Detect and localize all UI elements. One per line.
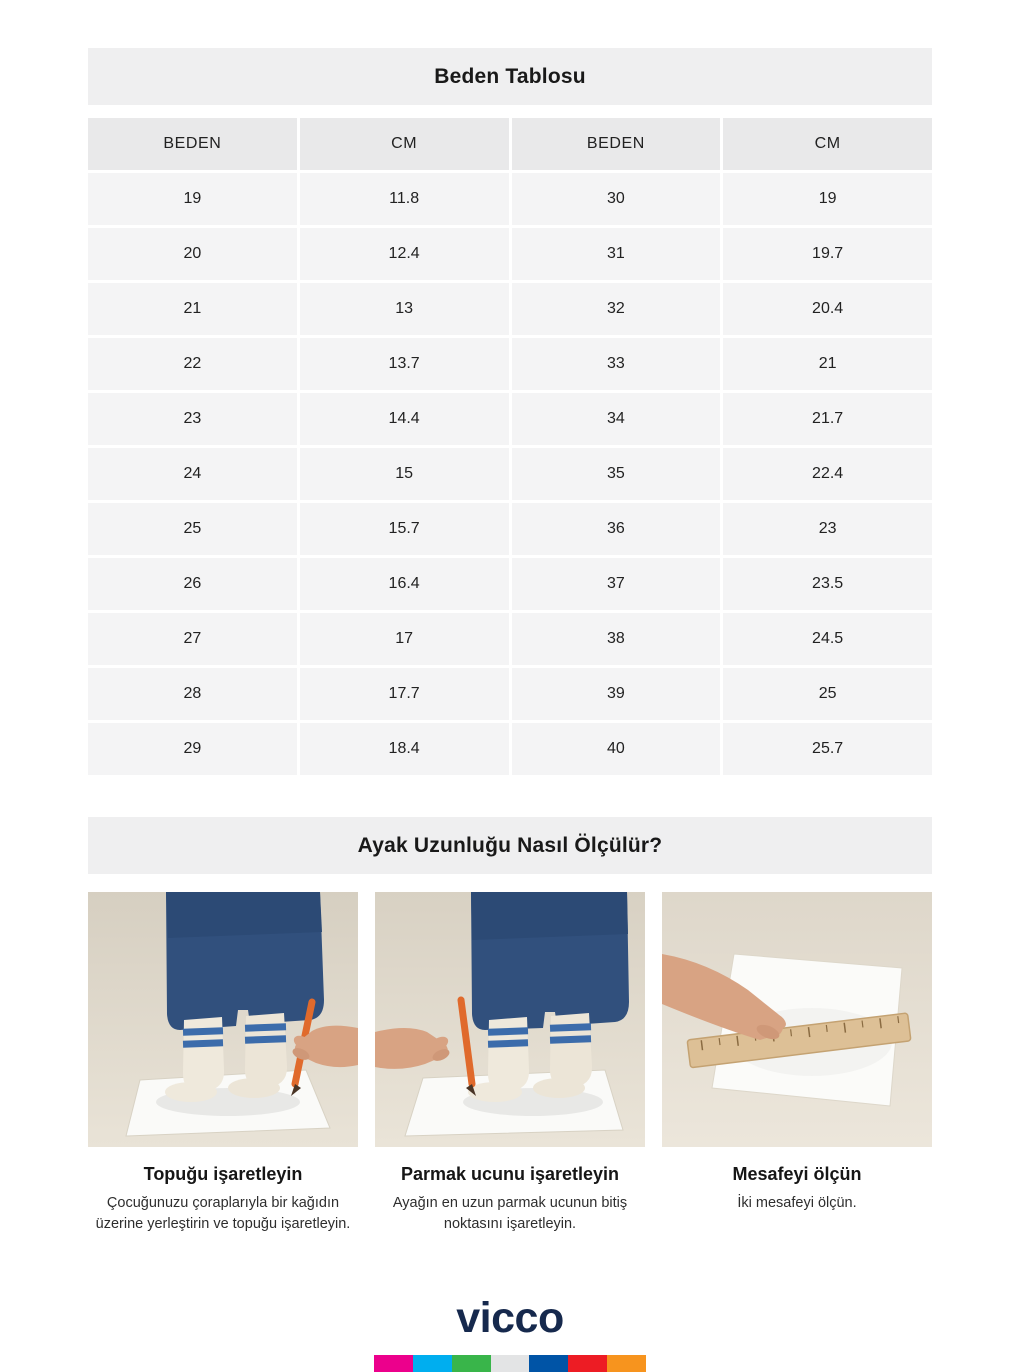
table-cell: 19 bbox=[723, 173, 932, 225]
table-cell: 34 bbox=[512, 393, 721, 445]
size-table-header-cell: CM bbox=[723, 118, 932, 170]
table-cell: 13.7 bbox=[300, 338, 509, 390]
table-cell: 22 bbox=[88, 338, 297, 390]
step-toe-title: Parmak ucunu işaretleyin bbox=[400, 1164, 620, 1184]
size-table-header-row bbox=[88, 118, 932, 170]
table-row bbox=[88, 668, 932, 720]
measure-title: Ayak Uzunluğu Nasıl Ölçülür? bbox=[357, 833, 663, 857]
stripe-segment bbox=[413, 1355, 452, 1372]
table-cell: 35 bbox=[512, 448, 721, 500]
stripe-segment bbox=[374, 1355, 413, 1372]
table-cell: 38 bbox=[512, 613, 721, 665]
table-cell: 39 bbox=[512, 668, 721, 720]
measure-step-heel bbox=[88, 892, 358, 1235]
table-cell: 40 bbox=[512, 723, 721, 775]
size-table bbox=[88, 118, 932, 775]
table-cell: 23.5 bbox=[723, 558, 932, 610]
size-table-header-cell: BEDEN bbox=[512, 118, 721, 170]
table-row bbox=[88, 723, 932, 775]
stripe-segment bbox=[529, 1355, 568, 1372]
table-row bbox=[88, 338, 932, 390]
table-cell: 24 bbox=[88, 448, 297, 500]
table-cell: 11.8 bbox=[300, 173, 509, 225]
step-distance-title: Mesafeyi ölçün bbox=[732, 1164, 862, 1184]
table-cell: 29 bbox=[88, 723, 297, 775]
table-cell: 20 bbox=[88, 228, 297, 280]
table-cell: 19 bbox=[88, 173, 297, 225]
table-row bbox=[88, 393, 932, 445]
stripe-segment bbox=[607, 1355, 646, 1372]
size-table-body bbox=[88, 173, 932, 775]
table-cell: 26 bbox=[88, 558, 297, 610]
measure-step-distance bbox=[662, 892, 932, 1235]
step-heel-description: Çocuğunuzu çoraplarıyla bir kağıdın üzerine yerleştirin ve topuğu işaretleyin. bbox=[95, 1195, 351, 1233]
heel-photo bbox=[88, 892, 358, 1147]
brand-color-stripe bbox=[374, 1355, 646, 1372]
table-cell: 16.4 bbox=[300, 558, 509, 610]
table-cell: 18.4 bbox=[300, 723, 509, 775]
table-cell: 25 bbox=[723, 668, 932, 720]
stripe-segment bbox=[491, 1355, 530, 1372]
step-heel-title: Topuğu işaretleyin bbox=[143, 1164, 303, 1184]
table-cell: 21.7 bbox=[723, 393, 932, 445]
table-cell: 21 bbox=[88, 283, 297, 335]
toe-photo bbox=[375, 892, 645, 1147]
table-cell: 17 bbox=[300, 613, 509, 665]
measure-steps bbox=[88, 892, 932, 1235]
table-cell: 23 bbox=[88, 393, 297, 445]
ruler-photo-illustration bbox=[662, 892, 932, 1147]
table-cell: 19.7 bbox=[723, 228, 932, 280]
table-cell: 20.4 bbox=[723, 283, 932, 335]
table-cell: 13 bbox=[300, 283, 509, 335]
brand-footer bbox=[88, 1294, 932, 1372]
stripe-segment bbox=[452, 1355, 491, 1372]
table-row bbox=[88, 503, 932, 555]
table-cell: 17.7 bbox=[300, 668, 509, 720]
brand-logo: vicco bbox=[456, 1294, 564, 1343]
table-cell: 27 bbox=[88, 613, 297, 665]
size-table-header-cell: CM bbox=[300, 118, 509, 170]
step-distance-description: İki mesafeyi ölçün. bbox=[737, 1195, 857, 1211]
stripe-segment bbox=[568, 1355, 607, 1372]
table-row bbox=[88, 558, 932, 610]
heel-photo-illustration bbox=[88, 892, 358, 1147]
table-cell: 32 bbox=[512, 283, 721, 335]
table-cell: 36 bbox=[512, 503, 721, 555]
table-cell: 23 bbox=[723, 503, 932, 555]
table-cell: 24.5 bbox=[723, 613, 932, 665]
size-table-header-cell: BEDEN bbox=[88, 118, 297, 170]
measure-step-toe bbox=[375, 892, 645, 1235]
table-cell: 31 bbox=[512, 228, 721, 280]
table-cell: 22.4 bbox=[723, 448, 932, 500]
table-cell: 30 bbox=[512, 173, 721, 225]
table-row bbox=[88, 448, 932, 500]
size-table-title-bar bbox=[88, 48, 932, 105]
table-row bbox=[88, 283, 932, 335]
ruler-photo bbox=[662, 892, 932, 1147]
table-cell: 28 bbox=[88, 668, 297, 720]
table-row bbox=[88, 613, 932, 665]
table-cell: 14.4 bbox=[300, 393, 509, 445]
table-cell: 12.4 bbox=[300, 228, 509, 280]
table-cell: 33 bbox=[512, 338, 721, 390]
table-row bbox=[88, 228, 932, 280]
table-cell: 15 bbox=[300, 448, 509, 500]
size-table-title: Beden Tablosu bbox=[434, 64, 586, 88]
step-toe-description: Ayağın en uzun parmak ucunun bitiş noktasını işaretleyin. bbox=[392, 1195, 628, 1233]
table-cell: 37 bbox=[512, 558, 721, 610]
toe-photo-illustration bbox=[375, 892, 645, 1147]
table-cell: 21 bbox=[723, 338, 932, 390]
table-cell: 15.7 bbox=[300, 503, 509, 555]
measure-title-bar bbox=[88, 817, 932, 874]
table-row bbox=[88, 173, 932, 225]
table-cell: 25 bbox=[88, 503, 297, 555]
table-cell: 25.7 bbox=[723, 723, 932, 775]
